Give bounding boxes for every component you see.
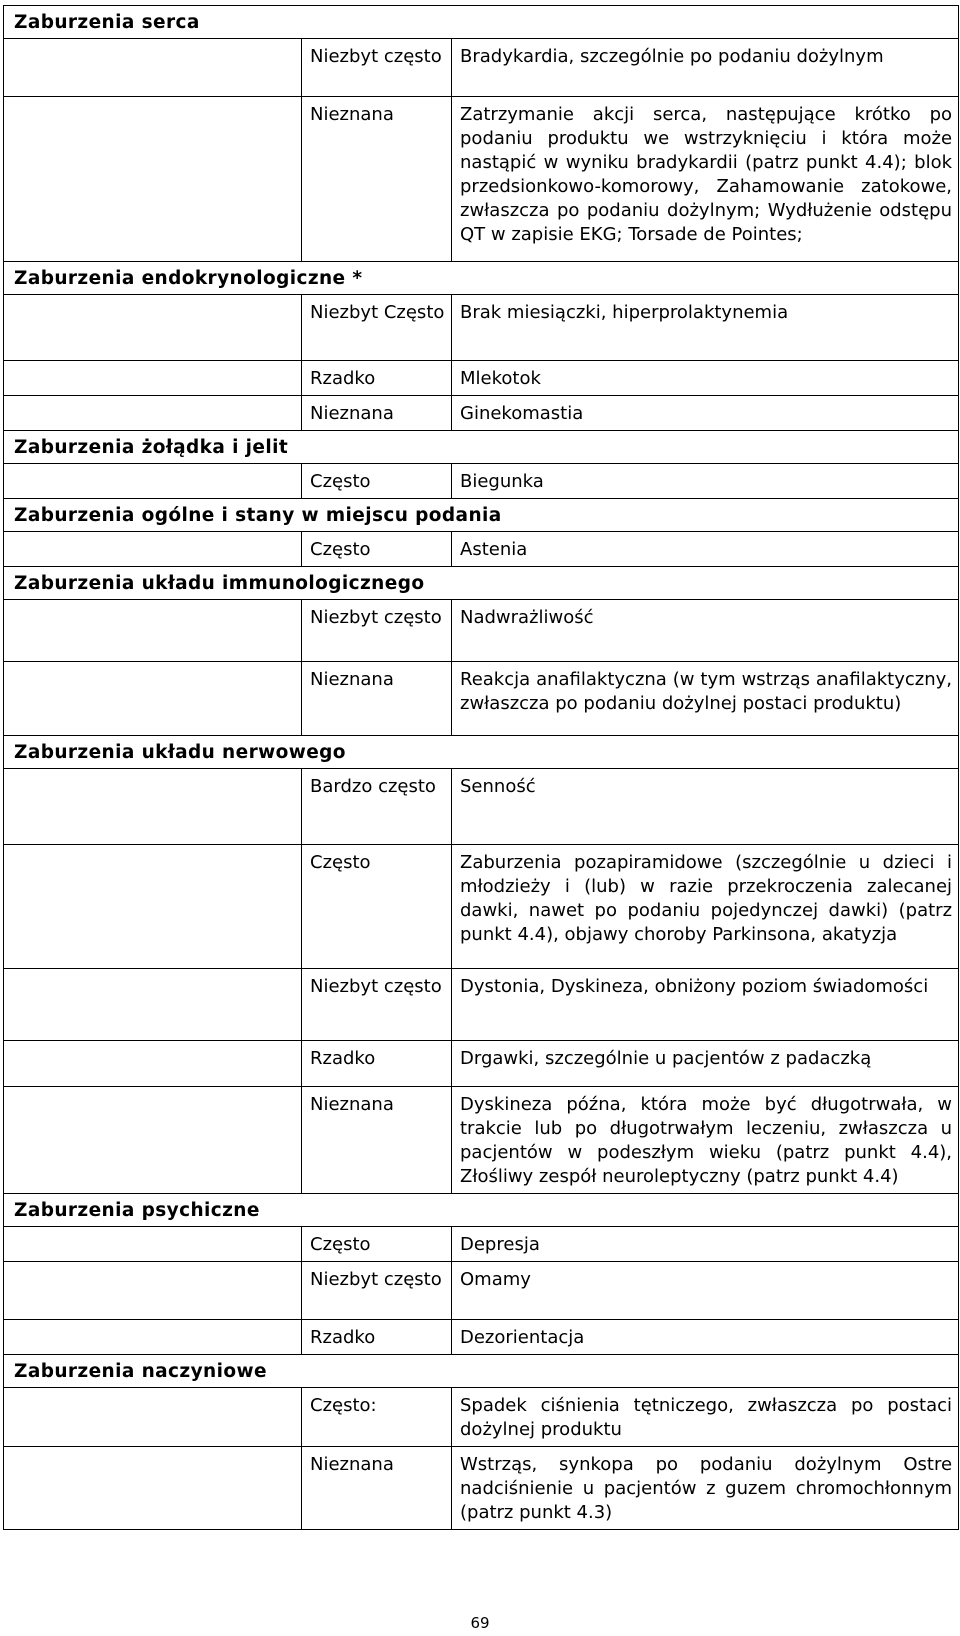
frequency-cell: Nieznana bbox=[302, 396, 452, 431]
category-heading: Zaburzenia psychiczne bbox=[4, 1194, 959, 1227]
frequency-cell: Często bbox=[302, 1227, 452, 1262]
frequency-cell: Niezbyt często bbox=[302, 1262, 452, 1320]
frequency-cell: Rzadko bbox=[302, 361, 452, 396]
table-row bbox=[4, 295, 959, 361]
table-row bbox=[4, 532, 959, 567]
frequency-cell: Niezbyt często bbox=[302, 39, 452, 97]
table-row bbox=[4, 396, 959, 431]
category-row bbox=[4, 567, 959, 600]
frequency-cell: Rzadko bbox=[302, 1320, 452, 1355]
category-row bbox=[4, 499, 959, 532]
category-row bbox=[4, 1355, 959, 1388]
effect-cell: Bradykardia, szczególnie po podaniu dożylnym bbox=[452, 39, 959, 97]
frequency-cell: Rzadko bbox=[302, 1041, 452, 1087]
adverse-effects-table bbox=[3, 5, 959, 1530]
effect-cell: Biegunka bbox=[452, 464, 959, 499]
table-row bbox=[4, 1388, 959, 1447]
category-row bbox=[4, 6, 959, 39]
frequency-cell: Często bbox=[302, 464, 452, 499]
table-row bbox=[4, 769, 959, 845]
effect-cell: Reakcja anafilaktyczna (w tym wstrząs anafilaktyczny, zwłaszcza po podaniu dożylnej postaci produktu) bbox=[452, 662, 959, 736]
effect-cell: Dezorientacja bbox=[452, 1320, 959, 1355]
frequency-cell: Często bbox=[302, 845, 452, 969]
effect-cell: Zatrzymanie akcji serca, następujące krótko po podaniu produktu we wstrzyknięciu i która może nastąpić w wyniku bradykardii (patrz punkt 4.4); blok przedsionkowo-komorowy, Zahamowanie zatokowe, zwłaszcza po podaniu dożylnym; Wydłużenie odstępu QT w zapisie EKG; Torsade de Pointes; bbox=[452, 97, 959, 262]
table-row bbox=[4, 600, 959, 662]
table-row bbox=[4, 1262, 959, 1320]
category-heading: Zaburzenia serca bbox=[4, 6, 959, 39]
table-row bbox=[4, 845, 959, 969]
frequency-cell: Nieznana bbox=[302, 97, 452, 262]
category-row bbox=[4, 736, 959, 769]
effect-cell: Senność bbox=[452, 769, 959, 845]
effect-cell: Astenia bbox=[452, 532, 959, 567]
table-row bbox=[4, 1227, 959, 1262]
table-row bbox=[4, 969, 959, 1041]
table-row bbox=[4, 662, 959, 736]
category-row bbox=[4, 262, 959, 295]
frequency-cell: Nieznana bbox=[302, 662, 452, 736]
effect-cell: Ginekomastia bbox=[452, 396, 959, 431]
frequency-cell: Bardzo często bbox=[302, 769, 452, 845]
category-heading: Zaburzenia naczyniowe bbox=[4, 1355, 959, 1388]
frequency-cell: Nieznana bbox=[302, 1087, 452, 1194]
table-row bbox=[4, 1087, 959, 1194]
table-row bbox=[4, 361, 959, 396]
page-number: 69 bbox=[470, 1614, 490, 1632]
effect-cell: Dyskineza późna, która może być długotrwała, w trakcie lub po długotrwałym leczeniu, zwłaszcza u pacjentów w podeszłym wieku (patrz punkt 4.4), Złośliwy zespół neuroleptyczny (patrz punkt 4.4) bbox=[452, 1087, 959, 1194]
category-row bbox=[4, 1194, 959, 1227]
effect-cell: Omamy bbox=[452, 1262, 959, 1320]
frequency-cell: Często: bbox=[302, 1388, 452, 1447]
effect-cell: Dystonia, Dyskineza, obniżony poziom świadomości bbox=[452, 969, 959, 1041]
table-row bbox=[4, 464, 959, 499]
frequency-cell: Często bbox=[302, 532, 452, 567]
category-heading: Zaburzenia żołądka i jelit bbox=[4, 431, 959, 464]
document-page bbox=[3, 5, 958, 1530]
table-row bbox=[4, 1447, 959, 1530]
effect-cell: Nadwrażliwość bbox=[452, 600, 959, 662]
effect-cell: Depresja bbox=[452, 1227, 959, 1262]
category-heading: Zaburzenia układu immunologicznego bbox=[4, 567, 959, 600]
category-heading: Zaburzenia endokrynologiczne * bbox=[4, 262, 959, 295]
frequency-cell: Nieznana bbox=[302, 1447, 452, 1530]
category-row bbox=[4, 431, 959, 464]
effect-cell: Wstrząs, synkopa po podaniu dożylnym Ostre nadciśnienie u pacjentów z guzem chromochłonnym (patrz punkt 4.3) bbox=[452, 1447, 959, 1530]
table-row bbox=[4, 1041, 959, 1087]
effect-cell: Spadek ciśnienia tętniczego, zwłaszcza po postaci dożylnej produktu bbox=[452, 1388, 959, 1447]
frequency-cell: Niezbyt często bbox=[302, 969, 452, 1041]
table-row bbox=[4, 97, 959, 262]
category-heading: Zaburzenia układu nerwowego bbox=[4, 736, 959, 769]
effect-cell: Brak miesiączki, hiperprolaktynemia bbox=[452, 295, 959, 361]
effect-cell: Zaburzenia pozapiramidowe (szczególnie u dzieci i młodzieży i (lub) w razie przekroczenia zalecanej dawki, nawet po podaniu pojedynczej dawki) (patrz punkt 4.4), objawy choroby Parkinsona, akatyzja bbox=[452, 845, 959, 969]
effect-cell: Drgawki, szczególnie u pacjentów z padaczką bbox=[452, 1041, 959, 1087]
effect-cell: Mlekotok bbox=[452, 361, 959, 396]
frequency-cell: Niezbyt Często bbox=[302, 295, 452, 361]
frequency-cell: Niezbyt często bbox=[302, 600, 452, 662]
table-row bbox=[4, 39, 959, 97]
category-heading: Zaburzenia ogólne i stany w miejscu podania bbox=[4, 499, 959, 532]
table-row bbox=[4, 1320, 959, 1355]
